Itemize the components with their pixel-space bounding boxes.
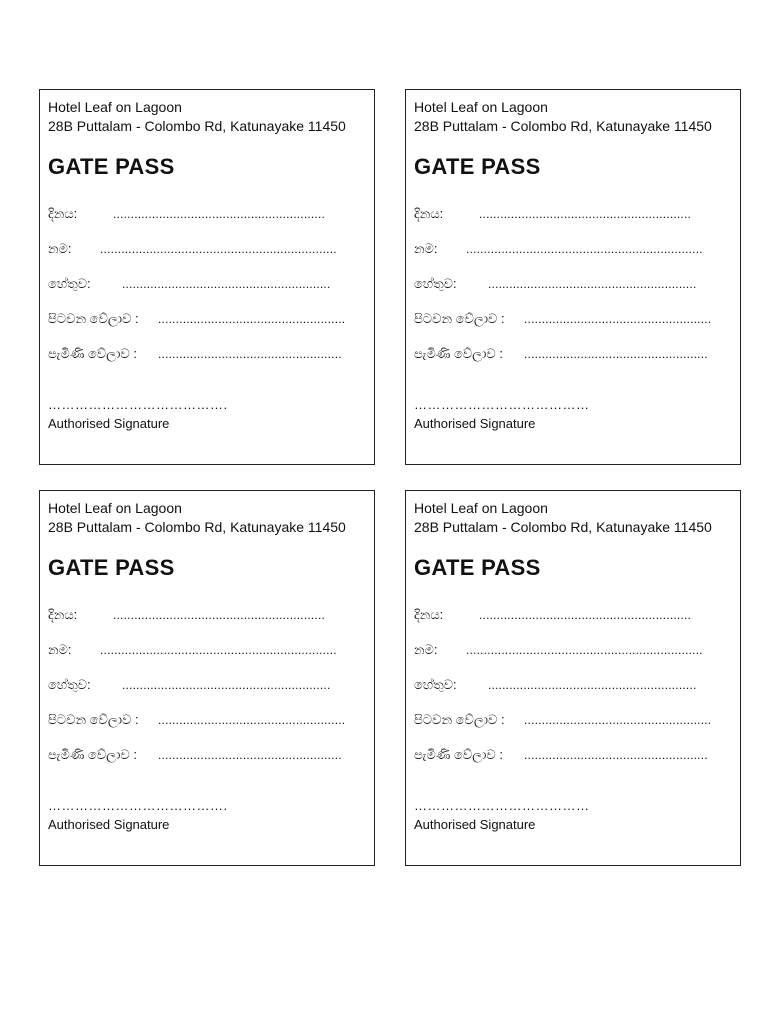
field-reason-line: ...........................................................	[488, 277, 697, 291]
field-date-label: දිනය:	[414, 607, 444, 622]
field-name[interactable]	[48, 239, 366, 259]
signature-label: Authorised Signature	[48, 817, 170, 832]
hotel-name: Hotel Leaf on Lagoon	[414, 99, 548, 115]
field-reason-label: හේතුව:	[414, 677, 457, 692]
gate-pass-card	[39, 490, 375, 866]
field-arrival-time-line: ....................................................	[158, 748, 342, 762]
field-arrival-time-label: පැමිණි වේලාව :	[48, 346, 137, 361]
signature-label: Authorised Signature	[414, 416, 536, 431]
field-reason[interactable]	[414, 675, 732, 695]
field-arrival-time[interactable]	[414, 344, 732, 364]
field-date-label: දිනය:	[414, 206, 444, 221]
field-arrival-time[interactable]	[48, 344, 366, 364]
field-departure-time-line: .....................................................	[158, 312, 346, 326]
field-arrival-time-line: ....................................................	[524, 748, 708, 762]
field-departure-time-label: පිටවන වේලාව :	[414, 712, 505, 727]
field-name-line: ...................................................................	[466, 643, 703, 657]
field-departure-time[interactable]	[414, 710, 732, 730]
signature-line[interactable]: …………………………………	[414, 798, 590, 813]
field-departure-time-line: .....................................................	[524, 312, 712, 326]
field-arrival-time-label: පැමිණි වේලාව :	[414, 747, 503, 762]
field-arrival-time-line: ....................................................	[158, 347, 342, 361]
field-departure-time[interactable]	[414, 309, 732, 329]
field-reason[interactable]	[48, 274, 366, 294]
field-reason-line: ...........................................................	[488, 678, 697, 692]
hotel-address: 28B Puttalam - Colombo Rd, Katunayake 11450	[48, 519, 346, 535]
gate-pass-card	[39, 89, 375, 465]
field-date-line: ............................................................	[113, 608, 326, 622]
field-date-label: දිනය:	[48, 206, 78, 221]
field-departure-time-label: පිටවන වේලාව :	[48, 311, 139, 326]
field-date-line: ............................................................	[479, 608, 692, 622]
field-departure-time[interactable]	[48, 309, 366, 329]
field-date[interactable]	[48, 204, 366, 224]
gate-pass-title: GATE PASS	[48, 154, 175, 179]
field-date-line: ............................................................	[479, 207, 692, 221]
signature-label: Authorised Signature	[414, 817, 536, 832]
signature-line[interactable]: …………………………………	[414, 397, 590, 412]
field-name-label: නම:	[48, 642, 72, 657]
field-arrival-time-label: පැමිණි වේලාව :	[48, 747, 137, 762]
field-reason[interactable]	[414, 274, 732, 294]
field-departure-time-label: පිටවන වේලාව :	[414, 311, 505, 326]
gate-pass-card	[405, 490, 741, 866]
field-reason-line: ...........................................................	[122, 277, 331, 291]
signature-label: Authorised Signature	[48, 416, 170, 431]
field-date-line: ............................................................	[113, 207, 326, 221]
hotel-name: Hotel Leaf on Lagoon	[48, 500, 182, 516]
field-arrival-time[interactable]	[48, 745, 366, 765]
field-name-label: නම:	[414, 642, 438, 657]
field-reason-label: හේතුව:	[48, 276, 91, 291]
signature-line[interactable]: ………………………………….	[48, 397, 228, 412]
field-arrival-time-label: පැමිණි වේලාව :	[414, 346, 503, 361]
gate-pass-card	[405, 89, 741, 465]
field-name-label: නම:	[414, 241, 438, 256]
field-departure-time-label: පිටවන වේලාව :	[48, 712, 139, 727]
field-departure-time-line: .....................................................	[158, 713, 346, 727]
field-reason[interactable]	[48, 675, 366, 695]
field-date[interactable]	[414, 605, 732, 625]
field-name[interactable]	[414, 640, 732, 660]
field-name[interactable]	[414, 239, 732, 259]
field-date[interactable]	[414, 204, 732, 224]
field-name-label: නම:	[48, 241, 72, 256]
hotel-address: 28B Puttalam - Colombo Rd, Katunayake 11450	[48, 118, 346, 134]
hotel-address: 28B Puttalam - Colombo Rd, Katunayake 11450	[414, 519, 712, 535]
gate-pass-title: GATE PASS	[48, 555, 175, 580]
field-date-label: දිනය:	[48, 607, 78, 622]
field-arrival-time-line: ....................................................	[524, 347, 708, 361]
field-arrival-time[interactable]	[414, 745, 732, 765]
field-name-line: ...................................................................	[100, 643, 337, 657]
signature-line[interactable]: ………………………………….	[48, 798, 228, 813]
field-reason-label: හේතුව:	[414, 276, 457, 291]
field-name-line: ...................................................................	[100, 242, 337, 256]
field-date[interactable]	[48, 605, 366, 625]
field-departure-time[interactable]	[48, 710, 366, 730]
field-reason-label: හේතුව:	[48, 677, 91, 692]
field-reason-line: ...........................................................	[122, 678, 331, 692]
hotel-address: 28B Puttalam - Colombo Rd, Katunayake 11450	[414, 118, 712, 134]
field-name[interactable]	[48, 640, 366, 660]
field-name-line: ...................................................................	[466, 242, 703, 256]
field-departure-time-line: .....................................................	[524, 713, 712, 727]
gate-pass-title: GATE PASS	[414, 154, 541, 179]
hotel-name: Hotel Leaf on Lagoon	[414, 500, 548, 516]
gate-pass-title: GATE PASS	[414, 555, 541, 580]
hotel-name: Hotel Leaf on Lagoon	[48, 99, 182, 115]
